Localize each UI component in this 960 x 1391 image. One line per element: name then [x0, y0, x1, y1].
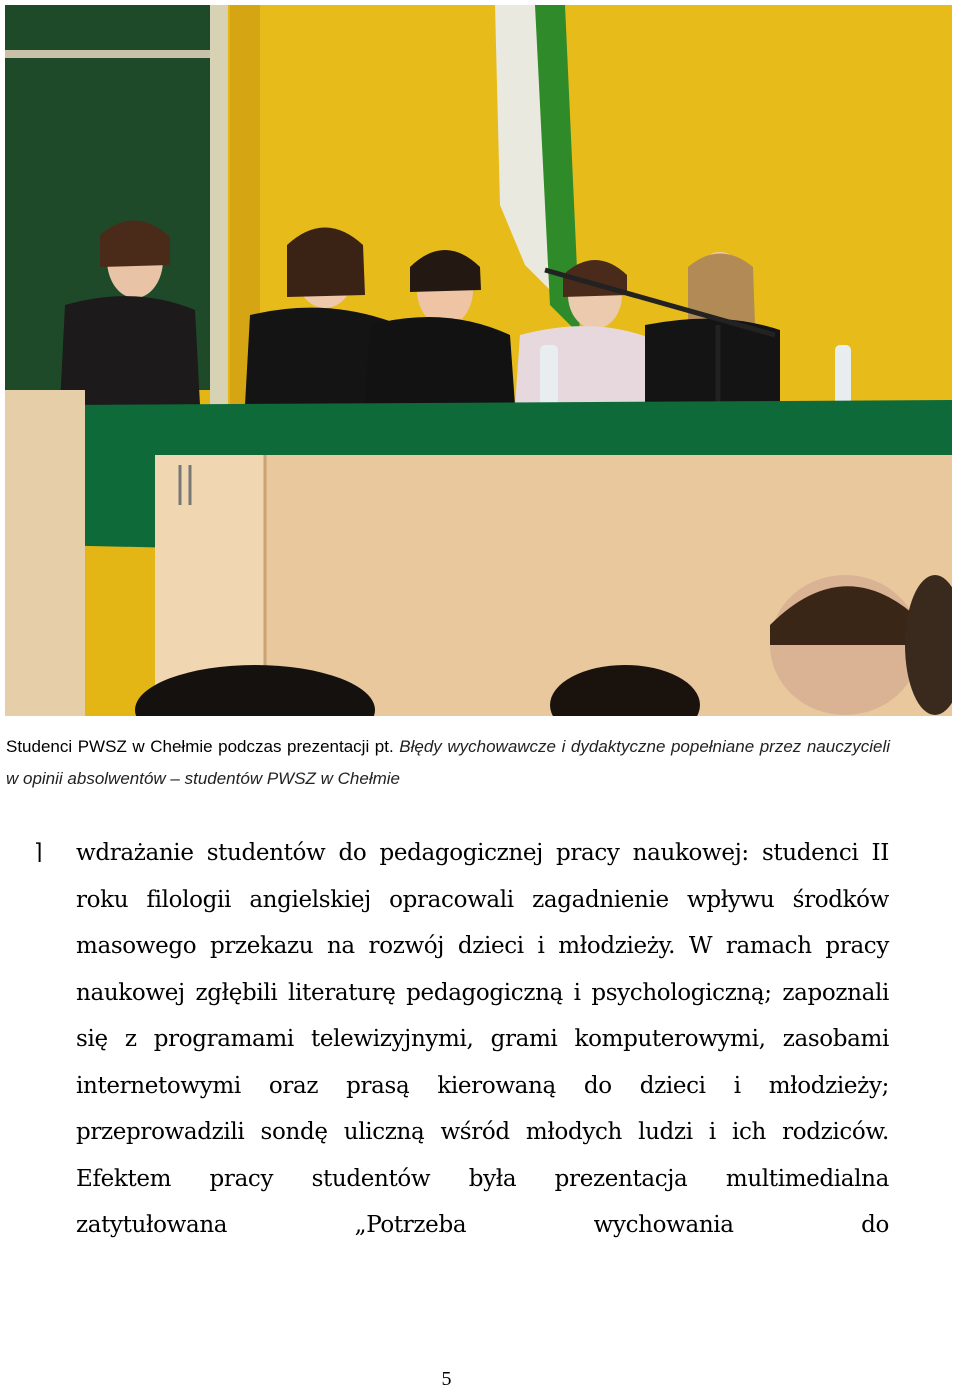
caption-plain-text: Studenci PWSZ w Chełmie podczas prezentacji pt. — [6, 737, 400, 756]
conference-photo — [5, 5, 952, 716]
page-number: 5 — [441, 1368, 452, 1390]
bullet-icon: ⌉ — [34, 840, 43, 865]
photo-caption — [6, 731, 890, 795]
caption-italic-title: Błędy wychowawcze i dydaktyczne popełniane przez nauczycieli w opinii absolwentów – studentów PWSZ w Chełmie — [6, 737, 890, 788]
list-item-text: wdrażanie studentów do pedagogicznej pracy naukowej: studenci II roku filologii angielskiej opracowali zagadnienie wpływu środków masowego przekazu na rozwój dzieci i młodzieży. W ramach pracy naukowej zgłębili literaturę pedagogiczną i psychologiczną; zapoznali się z programami telewizyjnymi, grami komputerowymi, zasobami internetowymi oraz prasą kierowaną do dzieci i młodzieży; przeprowadzili sondę uliczną wśród młodych ludzi i ich rodziców. Efektem pracy studentów była prezentacja multimedialna zatytułowana „Potrzeba wychowania do — [76, 840, 889, 1238]
